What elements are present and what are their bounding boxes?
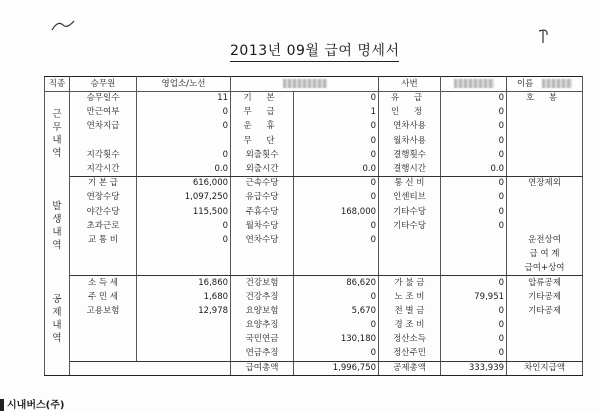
amount-cell: 616,000 [137,177,231,191]
cut-mark [0,399,4,411]
item-label: 야간수당 [70,205,137,219]
item-label: 교 통 비 [70,233,137,247]
table-row [45,134,583,148]
total-label: 급여총액 [231,361,294,375]
table-row [45,290,583,304]
item-label [507,319,583,333]
item-label: 전 별 금 [379,304,441,318]
item-label: 압류공제 [507,276,583,290]
item-label: 요양추징 [231,319,294,333]
item-label [507,219,583,233]
amount-cell: 0.0 [294,162,379,176]
item-label: 연장제외 [507,177,583,191]
amount-cell: 0 [137,148,231,162]
item-label: 결행시간 [379,162,441,176]
amount-cell: 0 [441,333,507,347]
section-label-char: 근 [52,109,62,121]
amount-cell [137,262,231,276]
name-header: 이름 [516,78,534,89]
item-label [70,319,137,333]
category-header: 직종 [45,77,70,92]
item-label: 통 신 비 [379,177,441,191]
item-label: 외출시간 [231,162,294,176]
office-value [231,77,379,92]
amount-cell: 0 [294,219,379,233]
amount-cell: 0 [294,177,379,191]
amount-cell: 11 [137,92,231,106]
item-label [507,134,583,148]
section-label-char: 내 [52,135,62,147]
amount-cell: 86,620 [294,276,379,290]
section-label [45,361,70,375]
item-label [507,106,583,120]
item-label: 노 조 비 [379,290,441,304]
item-label: 기 본 [231,92,294,106]
amount-cell: 0 [441,148,507,162]
redacted-value [542,79,572,88]
item-label [507,333,583,347]
item-label: 기타공제 [507,290,583,304]
amount-cell: 0 [294,290,379,304]
item-label: 기타수당 [379,205,441,219]
table-row [45,205,583,219]
section-label [45,92,70,177]
amount-cell: 16,860 [137,276,231,290]
totals-row [45,361,583,375]
item-label: 건강추징 [231,290,294,304]
total-label: 공제총액 [379,361,441,375]
item-label: 월차사용 [379,134,441,148]
section-label-char: 역 [52,240,62,252]
amount-cell: 0 [441,205,507,219]
table-row [45,177,583,191]
item-label: 무 단 [231,134,294,148]
item-label: 유 급 [379,92,441,106]
section-label-char: 제 [52,306,62,318]
item-label: 초과근로 [70,219,137,233]
section-label-char: 발 [52,201,62,213]
section-label-char: 내 [52,319,62,331]
item-label: 연차지급 [70,120,137,134]
item-label [507,162,583,176]
item-label [70,248,137,262]
item-label: 정산소득 [379,333,441,347]
section-label-char: 역 [52,148,62,160]
item-label: 기타수당 [379,219,441,233]
item-label [507,191,583,205]
amount-cell: 1,097,250 [137,191,231,205]
item-label: 연차수당 [231,233,294,247]
item-label: 인 정 [379,106,441,120]
employee-type-header: 승무원 [70,77,137,92]
total-amount: 333,939 [441,361,507,375]
amount-cell: 0 [441,134,507,148]
amount-cell: 0 [441,347,507,361]
item-label: 만근여부 [70,106,137,120]
item-label [70,333,137,347]
item-label: 정산주민 [379,347,441,361]
amount-cell: 168,000 [294,205,379,219]
item-label [507,148,583,162]
employee-id-header: 사번 [379,77,441,92]
redacted-value [283,79,327,88]
total-amount: 1,996,750 [294,361,379,375]
pen-mark-icon [50,18,76,32]
table-row [45,262,583,276]
amount-cell: 0 [294,92,379,106]
item-label: 연장수당 [70,191,137,205]
amount-cell [441,248,507,262]
item-label: 고용보험 [70,304,137,318]
amount-cell: 115,500 [137,205,231,219]
redacted-value [454,79,494,88]
table-row [45,347,583,361]
amount-cell: 0 [137,233,231,247]
total-label: 차인지급액 [507,361,583,375]
section-label-char: 내 [52,227,62,239]
item-label: 무 급 [231,106,294,120]
item-label: 승무일수 [70,92,137,106]
amount-cell: 0 [441,319,507,333]
amount-cell [137,347,231,361]
amount-cell: 0 [441,120,507,134]
item-label: 유급수당 [231,191,294,205]
amount-cell: 0 [441,177,507,191]
table-row [45,276,583,290]
section-label-char: 공 [52,293,62,305]
amount-cell: 0 [441,276,507,290]
table-row [45,120,583,134]
employee-id-value [441,77,507,92]
item-label: 주휴수당 [231,205,294,219]
item-label: 국민연금 [231,333,294,347]
item-label [70,134,137,148]
item-label: 기 본 급 [70,177,137,191]
item-label [379,233,441,247]
table-row [45,333,583,347]
item-label [379,248,441,262]
table-row [45,106,583,120]
amount-cell [137,134,231,148]
item-label: 급 여 계 [507,248,583,262]
office-header: 영업소/노선 [137,77,231,92]
amount-cell [441,262,507,276]
amount-cell: 0 [441,219,507,233]
item-label: 연금추징 [231,347,294,361]
item-label [231,262,294,276]
item-label: 경 조 비 [379,319,441,333]
table-row [45,162,583,176]
section-label [45,177,70,276]
amount-cell: 0 [294,120,379,134]
amount-cell: 0 [294,319,379,333]
item-label [507,205,583,219]
table-row [45,191,583,205]
item-label [70,262,137,276]
header-row [45,77,583,92]
item-label [507,120,583,134]
item-label: 결행횟수 [379,148,441,162]
item-label: 운전상여 [507,233,583,247]
table-row [45,92,583,106]
item-label [379,262,441,276]
amount-cell: 0 [137,219,231,233]
amount-cell: 0 [441,92,507,106]
amount-cell: 0 [294,347,379,361]
amount-cell: 0 [294,191,379,205]
table-row [45,233,583,247]
amount-cell [441,233,507,247]
section-label [45,276,70,361]
amount-cell: 5,670 [294,304,379,318]
item-label: 주 민 세 [70,290,137,304]
amount-cell: 0 [294,148,379,162]
item-label: 급여+상여 [507,262,583,276]
empty-cell [70,361,231,375]
amount-cell [137,333,231,347]
amount-cell: 0.0 [441,162,507,176]
company-name: 시내버스(주) [7,400,65,411]
amount-cell: 12,978 [137,304,231,318]
item-label: 월차수당 [231,219,294,233]
amount-cell [137,319,231,333]
amount-cell: 0 [441,304,507,318]
item-label: 지각횟수 [70,148,137,162]
amount-cell: 0 [294,233,379,247]
item-label: 기타공제 [507,304,583,318]
item-label: 외출횟수 [231,148,294,162]
page-title: 2013년 09월 급여 명세서 [230,40,399,62]
item-label: 호 봉 [507,92,583,106]
item-label: 인센티브 [379,191,441,205]
pay-slip-table [44,76,583,376]
amount-cell: 0 [441,191,507,205]
item-label: 지각시간 [70,162,137,176]
amount-cell: 1 [294,106,379,120]
item-label: 연차사용 [379,120,441,134]
item-label [507,347,583,361]
item-label: 근속수당 [231,177,294,191]
amount-cell [294,248,379,262]
amount-cell: 130,180 [294,333,379,347]
amount-cell: 79,951 [441,290,507,304]
amount-cell: 0 [441,106,507,120]
company-footer [0,396,64,411]
table-row [45,319,583,333]
item-label: 운 휴 [231,120,294,134]
item-label: 가 불 금 [379,276,441,290]
amount-cell: 1,680 [137,290,231,304]
section-label-char: 생 [52,214,62,226]
item-label: 건강보험 [231,276,294,290]
section-label-char: 무 [52,122,62,134]
item-label [70,347,137,361]
amount-cell: 0.0 [137,162,231,176]
table-row [45,219,583,233]
amount-cell [137,248,231,262]
item-label: 소 득 세 [70,276,137,290]
item-label: 요양보험 [231,304,294,318]
section-label-char: 역 [52,332,62,344]
amount-cell: 0 [137,106,231,120]
table-row [45,148,583,162]
amount-cell: 0 [294,134,379,148]
name-cell [507,77,583,92]
table-row [45,304,583,318]
item-label [231,248,294,262]
pen-mark-icon [536,28,550,44]
amount-cell [294,262,379,276]
amount-cell: 0 [137,120,231,134]
table-row [45,248,583,262]
